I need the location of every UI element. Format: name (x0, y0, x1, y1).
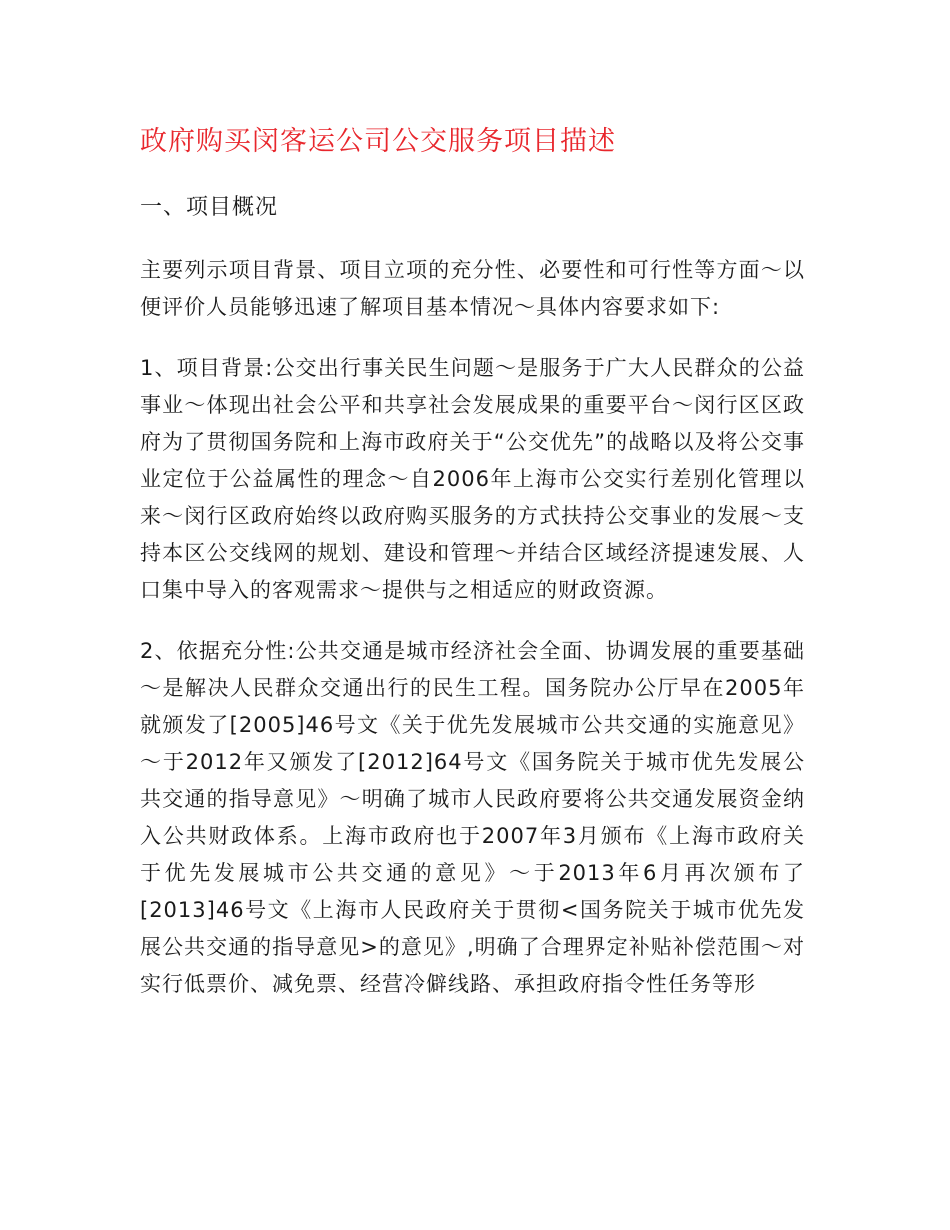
paragraph-project-background: 1、项目背景:公交出行事关民生问题～是服务于广大人民群众的公益事业～体现出社会公平和共享社会发展成果的重要平台～闵行区区政府为了贯彻国务院和上海市政府关于“公交优先”的战略以及将公交事业定位于公益属性的理念～自2006年上海市公交实行差别化管理以来～闵行区政府始终以政府购买服务的方式扶持公交事业的发展～支持本区公交线网的规划、建设和管理～并结合区域经济提速发展、人口集中导入的客观需求～提供与之相适应的财政资源。 (140, 356, 805, 602)
document-page (140, 118, 805, 1003)
paragraph-basis-sufficiency: 2、依据充分性:公共交通是城市经济社会全面、协调发展的重要基础～是解决人民群众交通出行的民生工程。国务院办公厅早在2005年就颁发了[2005]46号文《关于优先发展城市公共交通的实施意见》～于2012年又颁发了[2012]64号文《国务院关于城市优先发展公共交通的指导意见》～明确了城市人民政府要将公共交通发展资金纳入公共财政体系。上海市政府也于2007年3月颁布《上海市政府关于优先发展城市公共交通的意见》～于2013年6月再次颁布了[2013]46号文《上海市人民政府关于贯彻<国务院关于城市优先发展公共交通的指导意见>的意见》,明确了合理界定补贴补偿范围～对实行低票价、减免票、经营冷僻线路、承担政府指令性任务等形 (140, 639, 805, 996)
document-title: 政府购买闵客运公司公交服务项目描述 (140, 126, 616, 157)
paragraph-intro: 主要列示项目背景、项目立项的充分性、必要性和可行性等方面～以便评价人员能够迅速了解项目基本情况～具体内容要求如下: (140, 258, 805, 319)
section-heading-project-overview: 一、项目概况 (140, 195, 279, 220)
